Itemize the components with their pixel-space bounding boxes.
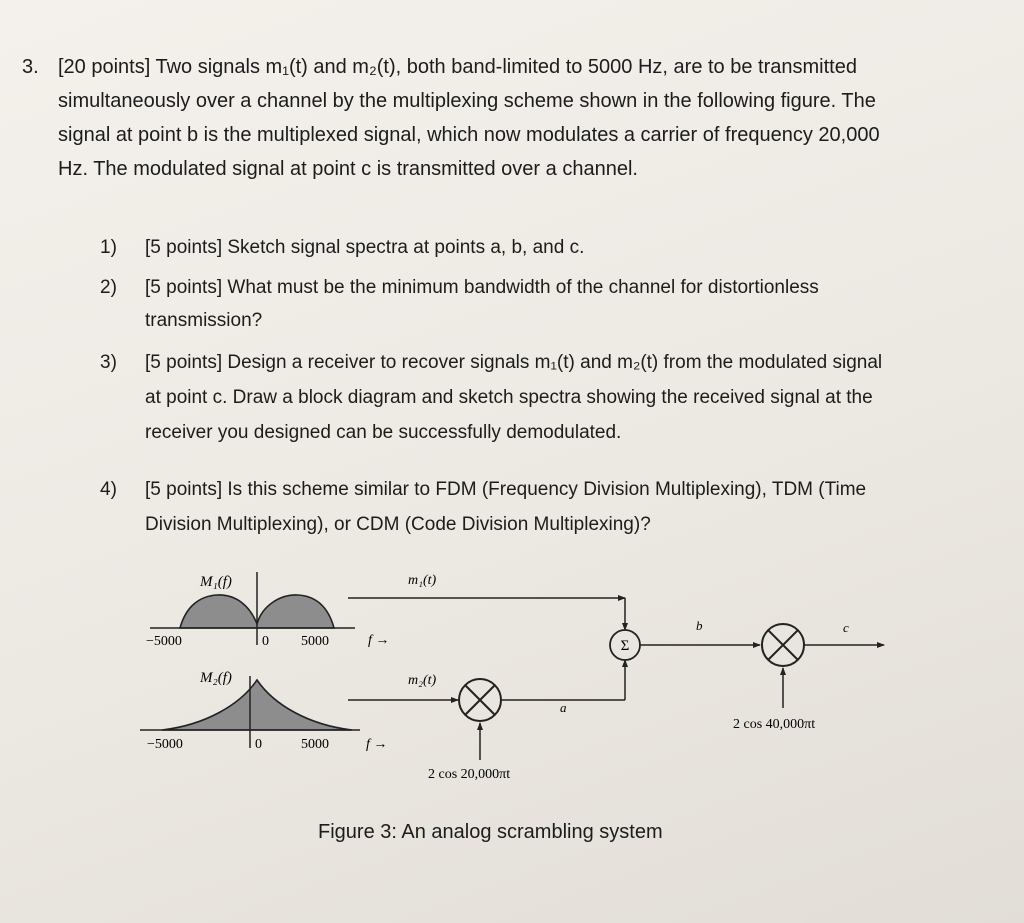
block-diagram (348, 573, 884, 782)
m1-axis-neg: −5000 (146, 634, 182, 649)
m1-spectrum-label: M₁(f) (200, 574, 232, 590)
m2-signal-label: m₂(t) (408, 673, 437, 688)
summer (610, 630, 640, 660)
part-2-number: 2) (100, 277, 117, 298)
intro-line-4: Hz. The modulated signal at point c is transmitted over a channel. (58, 158, 638, 180)
m2-axis-pos: 5000 (301, 737, 329, 752)
part-2-line-1: [5 points] What must be the minimum bandwidth of the channel for distortionless (145, 277, 819, 298)
part-3-line-3: receiver you designed can be successfully demodulated. (145, 422, 622, 443)
part-4-line-2: Division Multiplexing), or CDM (Code Division Multiplexing)? (145, 514, 651, 535)
part-4-line-1: [5 points] Is this scheme similar to FDM (Frequency Division Multiplexing), TDM (Time (145, 479, 867, 500)
m2-spectrum-plot (140, 670, 387, 752)
part-2-line-2: transmission? (145, 310, 263, 331)
part-4-number: 4) (100, 479, 117, 500)
part-1-line-1: [5 points] Sketch signal spectra at points a, b, and c. (145, 237, 585, 258)
question-number: 3. (22, 56, 39, 78)
m2-axis-f: f → (366, 737, 388, 752)
m2-axis-zero: 0 (255, 737, 262, 752)
m2-spectrum-shape (162, 680, 352, 730)
figure-caption: Figure 3: An analog scrambling system (318, 821, 663, 843)
part-1-number: 1) (100, 237, 117, 258)
carrier2-label: 2 cos 40,000πt (733, 717, 816, 732)
carrier1-label: 2 cos 20,000πt (428, 767, 511, 782)
part-3-line-2: at point c. Draw a block diagram and sketch spectra showing the received signal at the (145, 387, 873, 408)
intro-line-3: signal at point b is the multiplexed signal, which now modulates a carrier of frequency 20,000 (58, 124, 880, 146)
point-c-label: c (843, 620, 849, 635)
mixer-2 (762, 624, 804, 666)
intro-line-2: simultaneously over a channel by the multiplexing scheme shown in the following figure. The (58, 90, 876, 112)
sum-symbol: Σ (620, 638, 630, 654)
point-b-label: b (696, 618, 703, 633)
m2-axis-neg: −5000 (147, 737, 183, 752)
m2-spectrum-label: M₂(f) (200, 670, 232, 686)
m1-axis-zero: 0 (262, 634, 269, 649)
point-a-label: a (560, 700, 567, 715)
mixer-1 (459, 679, 501, 721)
part-3-line-1: [5 points] Design a receiver to recover signals m₁(t) and m₂(t) from the modulated signal (145, 352, 883, 373)
m1-signal-label: m₁(t) (408, 573, 437, 588)
part-3-number: 3) (100, 352, 117, 373)
m1-axis-pos: 5000 (301, 634, 329, 649)
m1-axis-f: f → (368, 633, 390, 648)
m1-spectrum-plot (146, 572, 389, 649)
intro-line-1: [20 points] Two signals m₁(t) and m₂(t), both band-limited to 5000 Hz, are to be transmitted (58, 56, 857, 78)
